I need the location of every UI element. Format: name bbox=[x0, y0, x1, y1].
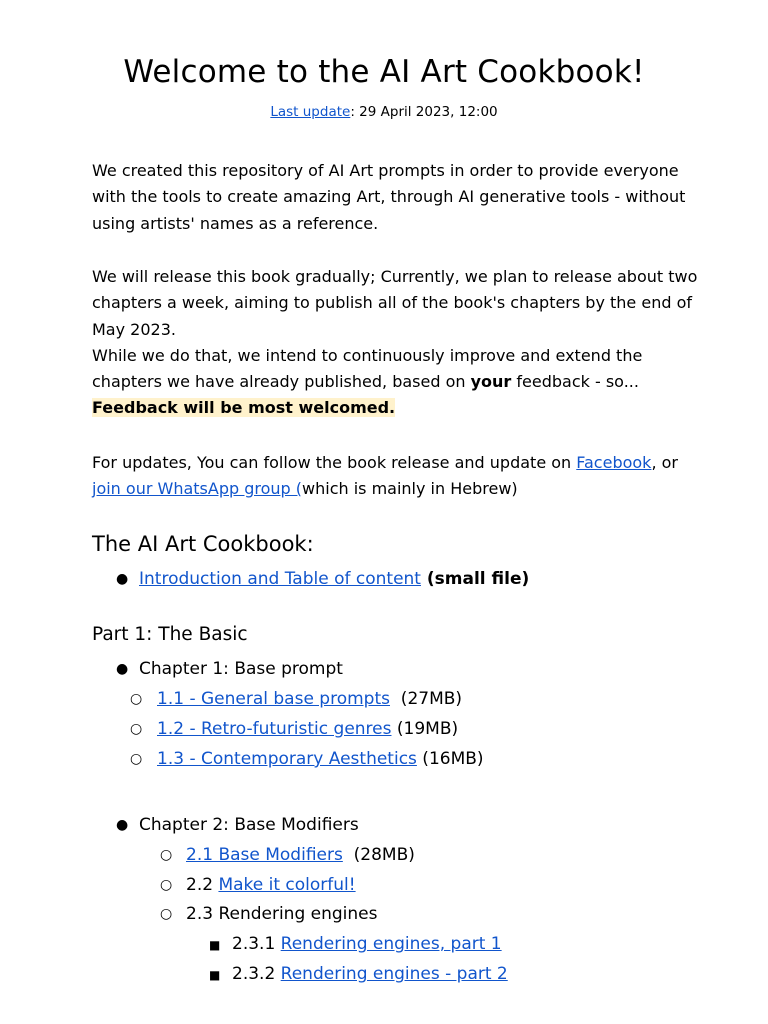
introduction-size-note: (small file) bbox=[420, 569, 530, 589]
list-item-2-3-1 bbox=[232, 932, 502, 956]
release-plan-text: We will release this book gradually; Currently, we plan to release about two chapters a week, aiming to publish all of the book's chapters by the end of May 2023. bbox=[92, 267, 698, 339]
updates-paragraph bbox=[92, 450, 702, 503]
circle-bullet-icon: ○ bbox=[160, 906, 173, 922]
feedback-highlight: Feedback will be most welcomed. bbox=[92, 398, 396, 418]
list-item-introduction bbox=[139, 567, 529, 591]
circle-bullet-icon: ○ bbox=[160, 847, 173, 863]
square-bullet-icon: ■ bbox=[209, 968, 221, 982]
improve-text-bold: your bbox=[470, 372, 512, 392]
page-title: Welcome to the AI Art Cookbook! bbox=[123, 54, 645, 90]
bullet-icon: ● bbox=[116, 571, 129, 587]
list-item-2-2 bbox=[186, 873, 356, 897]
list-item-1-1 bbox=[157, 687, 462, 711]
cookbook-heading: The AI Art Cookbook: bbox=[92, 532, 314, 556]
chapter-2-3-2-link[interactable]: Rendering engines - part 2 bbox=[280, 964, 508, 984]
circle-bullet-icon: ○ bbox=[130, 751, 143, 767]
chapter-1-2-size: (19MB) bbox=[391, 719, 459, 739]
chapter-2-2-link[interactable]: Make it colorful! bbox=[218, 875, 356, 895]
chapter-2-1-link[interactable]: 2.1 Base Modifiers bbox=[186, 845, 343, 865]
list-item-1-3 bbox=[157, 747, 484, 771]
release-paragraph bbox=[92, 264, 702, 422]
last-update-link[interactable]: Last update bbox=[270, 104, 351, 120]
chapter-1-1-size: (27MB) bbox=[390, 689, 463, 709]
list-item-2-3-2 bbox=[232, 962, 508, 986]
last-update-date: : 29 April 2023, 12:00 bbox=[350, 104, 498, 120]
updates-or: , or bbox=[651, 453, 678, 472]
chapter-2-1-size: (28MB) bbox=[342, 845, 415, 865]
circle-bullet-icon: ○ bbox=[160, 877, 173, 893]
chapter-1-2-link[interactable]: 1.2 - Retro-futuristic genres bbox=[157, 719, 392, 739]
facebook-link[interactable]: Facebook bbox=[576, 453, 652, 472]
improve-text-after: feedback - so... bbox=[511, 372, 639, 392]
chapter-1-1-link[interactable]: 1.1 - General base prompts bbox=[157, 689, 390, 709]
list-item-2-1 bbox=[186, 843, 415, 867]
chapter-1-3-link[interactable]: 1.3 - Contemporary Aesthetics bbox=[157, 749, 417, 769]
chapter-2-3-1-prefix: 2.3.1 bbox=[232, 934, 281, 954]
chapter-2-3-label: 2.3 Rendering engines bbox=[186, 904, 378, 924]
improve-text-before: While we do that, we intend to continuously improve and extend the chapters we have already published, based on bbox=[92, 345, 643, 392]
part1-heading: Part 1: The Basic bbox=[92, 624, 248, 645]
square-bullet-icon: ■ bbox=[209, 938, 221, 952]
improve-text bbox=[92, 343, 702, 396]
chapter-2-3-1-link[interactable]: Rendering engines, part 1 bbox=[280, 934, 502, 954]
whatsapp-link[interactable]: join our WhatsApp group ( bbox=[92, 479, 303, 499]
updates-hebrew-note: which is mainly in Hebrew) bbox=[302, 479, 518, 499]
chapter1-label: Chapter 1: Base prompt bbox=[139, 659, 343, 679]
list-item-1-2 bbox=[157, 717, 458, 741]
circle-bullet-icon: ○ bbox=[130, 721, 143, 737]
circle-bullet-icon: ○ bbox=[130, 691, 143, 707]
chapter2-label: Chapter 2: Base Modifiers bbox=[139, 815, 359, 835]
bullet-icon: ● bbox=[116, 817, 129, 833]
chapter-2-2-prefix: 2.2 bbox=[186, 875, 219, 895]
bullet-icon: ● bbox=[116, 661, 129, 677]
last-update-line bbox=[0, 104, 768, 120]
intro-paragraph: We created this repository of AI Art prompts in order to provide everyone with the tools to create amazing Art, through AI generative tools - without using artists' names as a reference. bbox=[92, 161, 686, 233]
chapter-2-3-2-prefix: 2.3.2 bbox=[232, 964, 281, 984]
introduction-link[interactable]: Introduction and Table of content bbox=[139, 569, 421, 589]
chapter-1-3-size: (16MB) bbox=[416, 749, 484, 769]
updates-text: For updates, You can follow the book release and update on bbox=[92, 453, 577, 472]
